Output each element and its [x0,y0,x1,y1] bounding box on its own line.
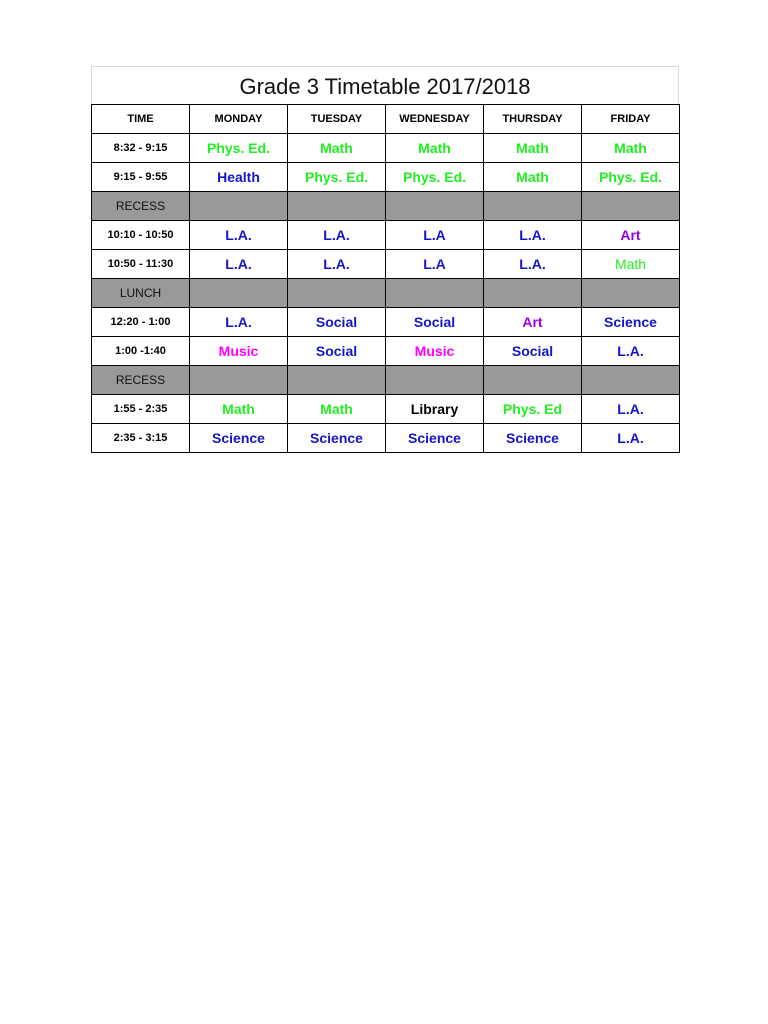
class-cell-friday: Phys. Ed. [582,163,680,192]
break-cell-wednesday [386,366,484,395]
break-cell-thursday [484,366,582,395]
break-cell-friday [582,192,680,221]
break-cell-monday [190,192,288,221]
class-cell-monday: Science [190,424,288,453]
time-slot: 12:20 - 1:00 [92,308,190,337]
class-cell-tuesday: Math [288,395,386,424]
break-cell-wednesday [386,192,484,221]
header-monday: MONDAY [190,105,288,134]
break-cell-thursday [484,279,582,308]
timetable-title: Grade 3 Timetable 2017/2018 [91,66,679,104]
break-label: RECESS [92,192,190,221]
break-cell-friday [582,279,680,308]
break-label: LUNCH [92,279,190,308]
class-cell-thursday: Math [484,163,582,192]
timetable-table [91,104,680,453]
break-row [92,279,680,308]
time-slot: 8:32 - 9:15 [92,134,190,163]
time-slot: 1:55 - 2:35 [92,395,190,424]
header-time: TIME [92,105,190,134]
class-cell-friday: L.A. [582,395,680,424]
time-slot: 1:00 -1:40 [92,337,190,366]
break-cell-tuesday [288,279,386,308]
class-cell-tuesday: Social [288,308,386,337]
table-row [92,134,680,163]
class-cell-thursday: Science [484,424,582,453]
class-cell-friday: Art [582,221,680,250]
class-cell-wednesday: L.A [386,250,484,279]
class-cell-tuesday: Science [288,424,386,453]
class-cell-tuesday: L.A. [288,250,386,279]
header-thursday: THURSDAY [484,105,582,134]
class-cell-tuesday: Math [288,134,386,163]
class-cell-tuesday: Social [288,337,386,366]
header-wednesday: WEDNESDAY [386,105,484,134]
class-cell-monday: Math [190,395,288,424]
class-cell-monday: L.A. [190,250,288,279]
time-slot: 9:15 - 9:55 [92,163,190,192]
header-friday: FRIDAY [582,105,680,134]
class-cell-monday: L.A. [190,308,288,337]
table-row [92,395,680,424]
class-cell-thursday: Social [484,337,582,366]
class-cell-thursday: L.A. [484,250,582,279]
class-cell-wednesday: Social [386,308,484,337]
time-slot: 10:10 - 10:50 [92,221,190,250]
class-cell-wednesday: Phys. Ed. [386,163,484,192]
break-row [92,366,680,395]
class-cell-thursday: Art [484,308,582,337]
break-cell-tuesday [288,366,386,395]
time-slot: 2:35 - 3:15 [92,424,190,453]
class-cell-wednesday: Library [386,395,484,424]
class-cell-wednesday: Math [386,134,484,163]
break-row [92,192,680,221]
class-cell-monday: Music [190,337,288,366]
class-cell-friday: L.A. [582,424,680,453]
timetable-sheet [91,66,679,453]
class-cell-wednesday: L.A [386,221,484,250]
class-cell-tuesday: Phys. Ed. [288,163,386,192]
class-cell-friday: Science [582,308,680,337]
class-cell-wednesday: Science [386,424,484,453]
class-cell-monday: Health [190,163,288,192]
break-cell-monday [190,366,288,395]
break-cell-monday [190,279,288,308]
break-cell-tuesday [288,192,386,221]
table-row [92,337,680,366]
class-cell-wednesday: Music [386,337,484,366]
class-cell-friday: Math [582,134,680,163]
break-cell-thursday [484,192,582,221]
table-row [92,308,680,337]
table-row [92,424,680,453]
time-slot: 10:50 - 11:30 [92,250,190,279]
table-row [92,163,680,192]
break-cell-friday [582,366,680,395]
break-label: RECESS [92,366,190,395]
class-cell-friday: L.A. [582,337,680,366]
header-tuesday: TUESDAY [288,105,386,134]
class-cell-monday: Phys. Ed. [190,134,288,163]
class-cell-friday: Math [582,250,680,279]
class-cell-monday: L.A. [190,221,288,250]
break-cell-wednesday [386,279,484,308]
table-row [92,221,680,250]
class-cell-tuesday: L.A. [288,221,386,250]
header-row [92,105,680,134]
table-row [92,250,680,279]
class-cell-thursday: Phys. Ed [484,395,582,424]
class-cell-thursday: Math [484,134,582,163]
timetable-body [92,134,680,453]
class-cell-thursday: L.A. [484,221,582,250]
